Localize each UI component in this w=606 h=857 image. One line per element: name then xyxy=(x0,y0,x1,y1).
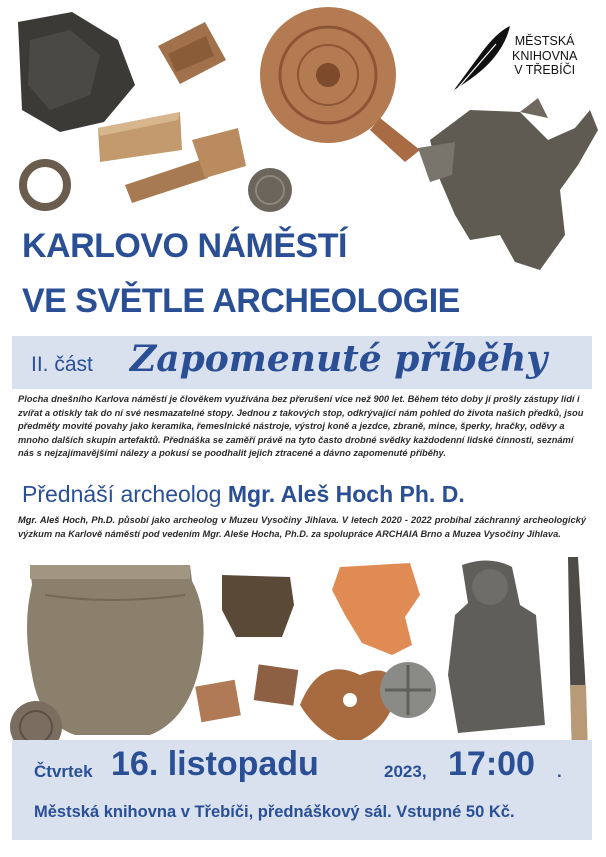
logo-line-3: V TŘEBÍČI xyxy=(514,63,576,77)
logo-line-1: MĚSTSKÁ xyxy=(514,34,575,48)
lecturer-name: Mgr. Aleš Hoch Ph. D. xyxy=(227,481,465,507)
heart-weight xyxy=(300,669,395,745)
bio-text: působí jako archeolog v Muzeu Vysočiny Jihlava. V letech 2020 - 2022 probíhal záchranný archeologický výzkum na Karlově náměstí pod vedením Mgr. Aleše Hocha, Ph.D. za spolupráce ARCHAIA Brno a Muzea Vysočiny Jihlava. xyxy=(18,515,586,539)
event-day: Čtvrtek xyxy=(34,762,93,781)
lecture-description: Plocha dnešního Karlova náměstí je člověkem využívána bez přerušení více než 900 let. Během této doby jí prošly zástupy lidí i zvířat a otiskly tak do ní své nesmazatelné stopy. Jednou z takových stop, odkrývající nám pohled do života našich předků, jsou předměty movité povahy jako keramika, řemeslnické nástroje, výstroj koně a jezdce, zbraně, mince, šperky, hračky, oděvy a mnoho dalších skupin artefaktů. Přednáška se zaměří právě na tyto často drobné svědky každodenní lidské činnosti, seznámí nás s nejzajímavějšími nálezy a pokusí se poodhalit jejich ztracené a dávno zapomenuté příběhy. xyxy=(18,394,584,459)
clay-sculpture xyxy=(332,563,420,655)
event-time: 17:00 xyxy=(448,745,535,783)
feather-quill-icon xyxy=(452,22,516,92)
subtitle: Zapomenuté příběhy xyxy=(130,338,548,380)
coin-top xyxy=(248,168,292,212)
metal-ring xyxy=(23,163,67,207)
library-name xyxy=(512,34,577,78)
lecturer-prefix: Přednáší archeolog xyxy=(22,481,228,507)
die-1 xyxy=(195,680,241,722)
lecturer-line xyxy=(22,481,465,508)
part-label: II. část xyxy=(31,353,93,376)
artifacts-bottom xyxy=(0,555,606,755)
logo-line-2: KNIHOVNA xyxy=(512,48,578,63)
event-date: 16. listopadu xyxy=(111,745,319,783)
lion-figure xyxy=(430,110,598,270)
die-2 xyxy=(254,664,299,705)
wooden-mallet xyxy=(125,160,208,203)
bio-name: Mgr. Aleš Hoch, Ph.D. xyxy=(18,515,116,525)
library-logo xyxy=(452,22,587,92)
small-vessel xyxy=(222,575,294,637)
lecturer-bio xyxy=(18,514,586,541)
title-line-1: KARLOVO NÁMĚSTÍ xyxy=(22,227,347,265)
event-venue: Městská knihovna v Třebíči, přednáškový sál. Vstupné 50 Kč. xyxy=(34,803,515,821)
title-line-2: VE SVĚTLE ARCHEOLOGIE xyxy=(22,282,460,320)
event-year: 2023, xyxy=(384,762,427,781)
event-time-suffix: . xyxy=(557,762,562,781)
